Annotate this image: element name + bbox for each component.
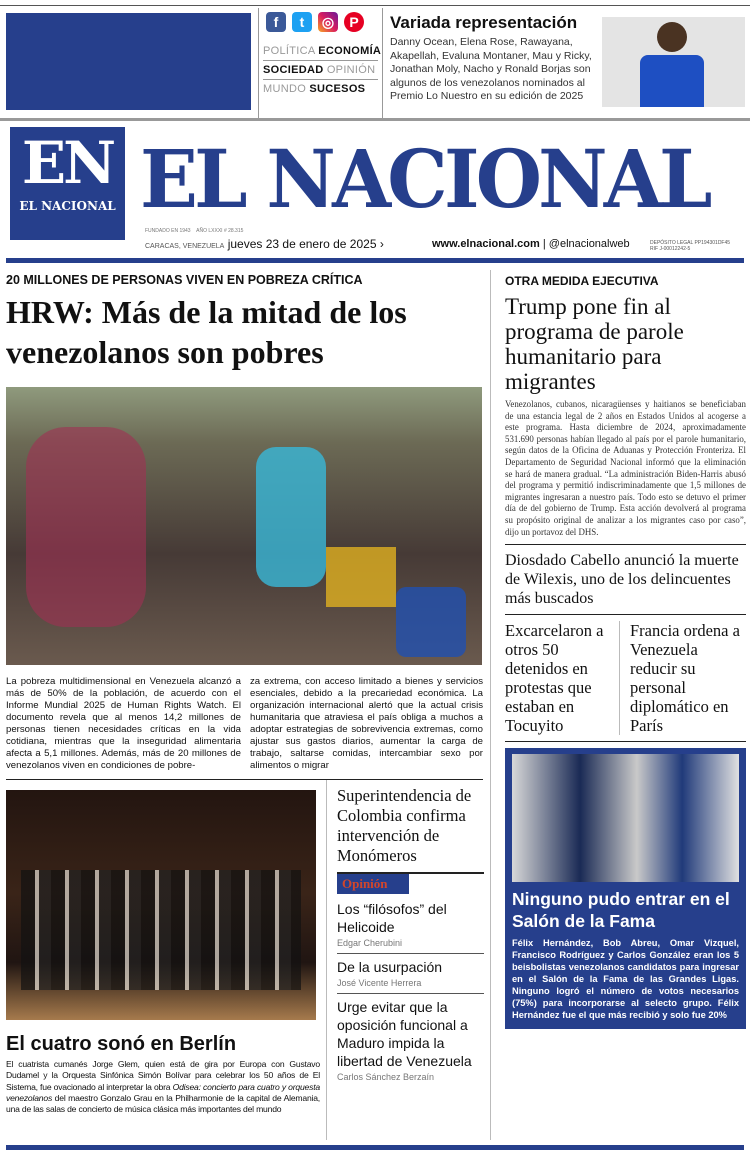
feature-text: Danny Ocean, Elena Rose, Rawayana, Akapellah, Evaluna Montaner, Mau y Ricky, Jonathan Moly, Nacho y Ronald Borjas son algunos de los venezolanos nominados al Premio Lo Nuestro en su edición de 2025 bbox=[390, 36, 592, 102]
cuatro-body: El cuatrista cumanés Jorge Glem, quien está de gira por Europa con Gustavo Dudamel y la Orquesta Sinfónica Simón Bolívar para celebrar los 50 años de El Sistema, fue ovacionado al interpretar la obra Odisea: concierto para cuatro y orquesta venezolanos del maestro Gonzalo Grau en la Philharmonie de la capital de Alemania, una de las salas de concierto de música clásica más importantes del mundo bbox=[6, 1059, 321, 1115]
cuatro-headline[interactable]: El cuatro sonó en Berlín bbox=[6, 1033, 237, 1055]
section-nav bbox=[263, 42, 382, 98]
nav-politica[interactable]: POLÍTICA bbox=[263, 45, 315, 57]
francia-headline[interactable]: Francia ordena a Venezuela reducir su personal diplomático en París bbox=[630, 621, 740, 736]
footer-rule bbox=[6, 1145, 744, 1150]
nav-row bbox=[263, 61, 378, 80]
opinion-author: Edgar Cherubini bbox=[337, 938, 484, 954]
baseball-box bbox=[505, 748, 746, 1029]
opinion-label: Opinión bbox=[337, 874, 409, 894]
feature-photo bbox=[602, 17, 745, 107]
opinion-author: José Vicente Herrera bbox=[337, 978, 484, 994]
twitter-icon[interactable]: t bbox=[292, 12, 312, 32]
nav-sociedad[interactable]: SOCIEDAD bbox=[263, 64, 324, 76]
social-links bbox=[266, 12, 370, 32]
lead-body-col1: La pobreza multidimensional en Venezuela alcanzó a más de 50% de la población, de acuerdo con el Informe Mundial 2025 de Human Rights Watch. El documento revela que al menos 14,2 millones de personas tienen necesidades críticas en la vida cotidiana, mientras que la inseguridad alimentaria afecta a 5,1 millones. Además, más de 20 millones de venezolanos viven en condiciones de pobre- bbox=[6, 676, 241, 771]
dateline: CARACAS, VENEZUELA jueves 23 de enero de 2025 › bbox=[145, 237, 384, 251]
diosdado-headline[interactable]: Diosdado Cabello anunció la muerte de Wilexis, uno de los delincuentes más buscados bbox=[505, 552, 739, 608]
website-link[interactable]: www.elnacional.com bbox=[432, 238, 540, 250]
opinion-item[interactable]: De la usurpación José Vicente Herrera bbox=[337, 958, 484, 994]
nav-sucesos[interactable]: SUCESOS bbox=[309, 83, 366, 95]
nav-mundo[interactable]: MUNDO bbox=[263, 83, 307, 95]
nav-economia[interactable]: ECONOMÍA bbox=[318, 45, 382, 57]
pinterest-icon[interactable]: P bbox=[344, 12, 364, 32]
right-column bbox=[505, 274, 746, 1029]
date[interactable]: jueves 23 de enero de 2025 › bbox=[227, 237, 384, 251]
social-handle[interactable]: @elnacionalweb bbox=[548, 238, 630, 250]
opinion-item[interactable]: Los “filósofos” del Helicoide Edgar Cherubini bbox=[337, 900, 484, 954]
logo-box: EN EL NACIONAL bbox=[10, 127, 125, 240]
trump-kicker: OTRA MEDIDA EJECUTIVA bbox=[505, 274, 659, 288]
facebook-icon[interactable]: f bbox=[266, 12, 286, 32]
trump-headline[interactable]: Trump pone fin al programa de parole humanitario para migrantes bbox=[505, 294, 684, 394]
trump-body: Venezolanos, cubanos, nicaragüenses y haitianos se beneficiaban de una estancia legal de 2 años en Estados Unidos al acogerse a este programa. Hasta diciembre de 2024, aproximadamente 531.690 personas habían llegado al país por el parole humanitario, según datos de la Oficina de Aduanas y Protección Fronteriza. El Departamento de Seguridad Nacional informó que la eliminación se hará de manera gradual. “La administración Biden-Harris abusó del programa y permitió indiscriminadamente que 1,5 millones de migrantes ingresaran a nuestro país. Todo esto se detuvo el primer día de del gobierno de Trump. Esta acción devolverá al programa su propósito original de analizar a los migrantes caso por caso”, dijo un portavoz del DHS. bbox=[505, 399, 746, 537]
concert-photo bbox=[6, 790, 316, 1020]
opinion-item[interactable]: Urge evitar que la oposición funcional a Maduro impida la libertad de Venezuela Carlos Sánchez Berzaín bbox=[337, 998, 484, 1083]
feature-title[interactable]: Variada representación bbox=[390, 13, 578, 32]
superintendencia-headline[interactable]: Superintendencia de Colombia confirma intervención de Monómeros bbox=[337, 786, 472, 865]
baseball-headline[interactable]: Ninguno pudo entrar en el Salón de la Fama bbox=[512, 889, 730, 932]
nav-row bbox=[263, 80, 378, 98]
middle-column bbox=[337, 786, 484, 1083]
masthead-title: EL NACIONAL bbox=[140, 132, 709, 226]
lead-headline[interactable]: HRW: Más de la mitad de los venezolanos son pobres bbox=[6, 294, 407, 370]
lead-kicker: 20 MILLONES DE PERSONAS VIVEN EN POBREZA CRÍTICA bbox=[6, 273, 363, 287]
lead-photo bbox=[6, 387, 482, 665]
nav-row bbox=[263, 42, 382, 61]
baseball-photo bbox=[512, 754, 739, 882]
opinion-author: Carlos Sánchez Berzaín bbox=[337, 1072, 435, 1082]
masthead-rule bbox=[6, 258, 744, 263]
nav-opinion[interactable]: OPINIÓN bbox=[326, 64, 376, 76]
lead-body-col2: za extrema, con acceso limitado a bienes y servicios esenciales, debido a la precariedad económica. La organización internacional alertó que la actual crisis humanitaria que atraviesa el país obliga a muchos a adoptar estrategias de sobrevivencia extremas, como ajustar sus gastos diarios, aumentar la carga de trabajo, saltarse comidas, intercambiar sexo por alimentos o migrar bbox=[250, 676, 483, 771]
excarcelaron-headline[interactable]: Excarcelaron a otros 50 detenidos en protestas que estaban en Tocuyito bbox=[505, 621, 620, 735]
baseball-body: Félix Hernández, Bob Abreu, Omar Vizquel, Francisco Rodríguez y Carlos González eran los 5 beisbolistas venezolanos candidatos para ingresar en el Salón de la Fama de las Grandes Ligas. Ninguno logró el número de votos necesarios (75%) para incorporarse al selecto grupo. Félix Hernández fue el que más recibió y solo fue 20% bbox=[512, 938, 739, 1021]
instagram-icon[interactable]: ◎ bbox=[318, 12, 338, 32]
ad-placeholder bbox=[6, 13, 251, 110]
